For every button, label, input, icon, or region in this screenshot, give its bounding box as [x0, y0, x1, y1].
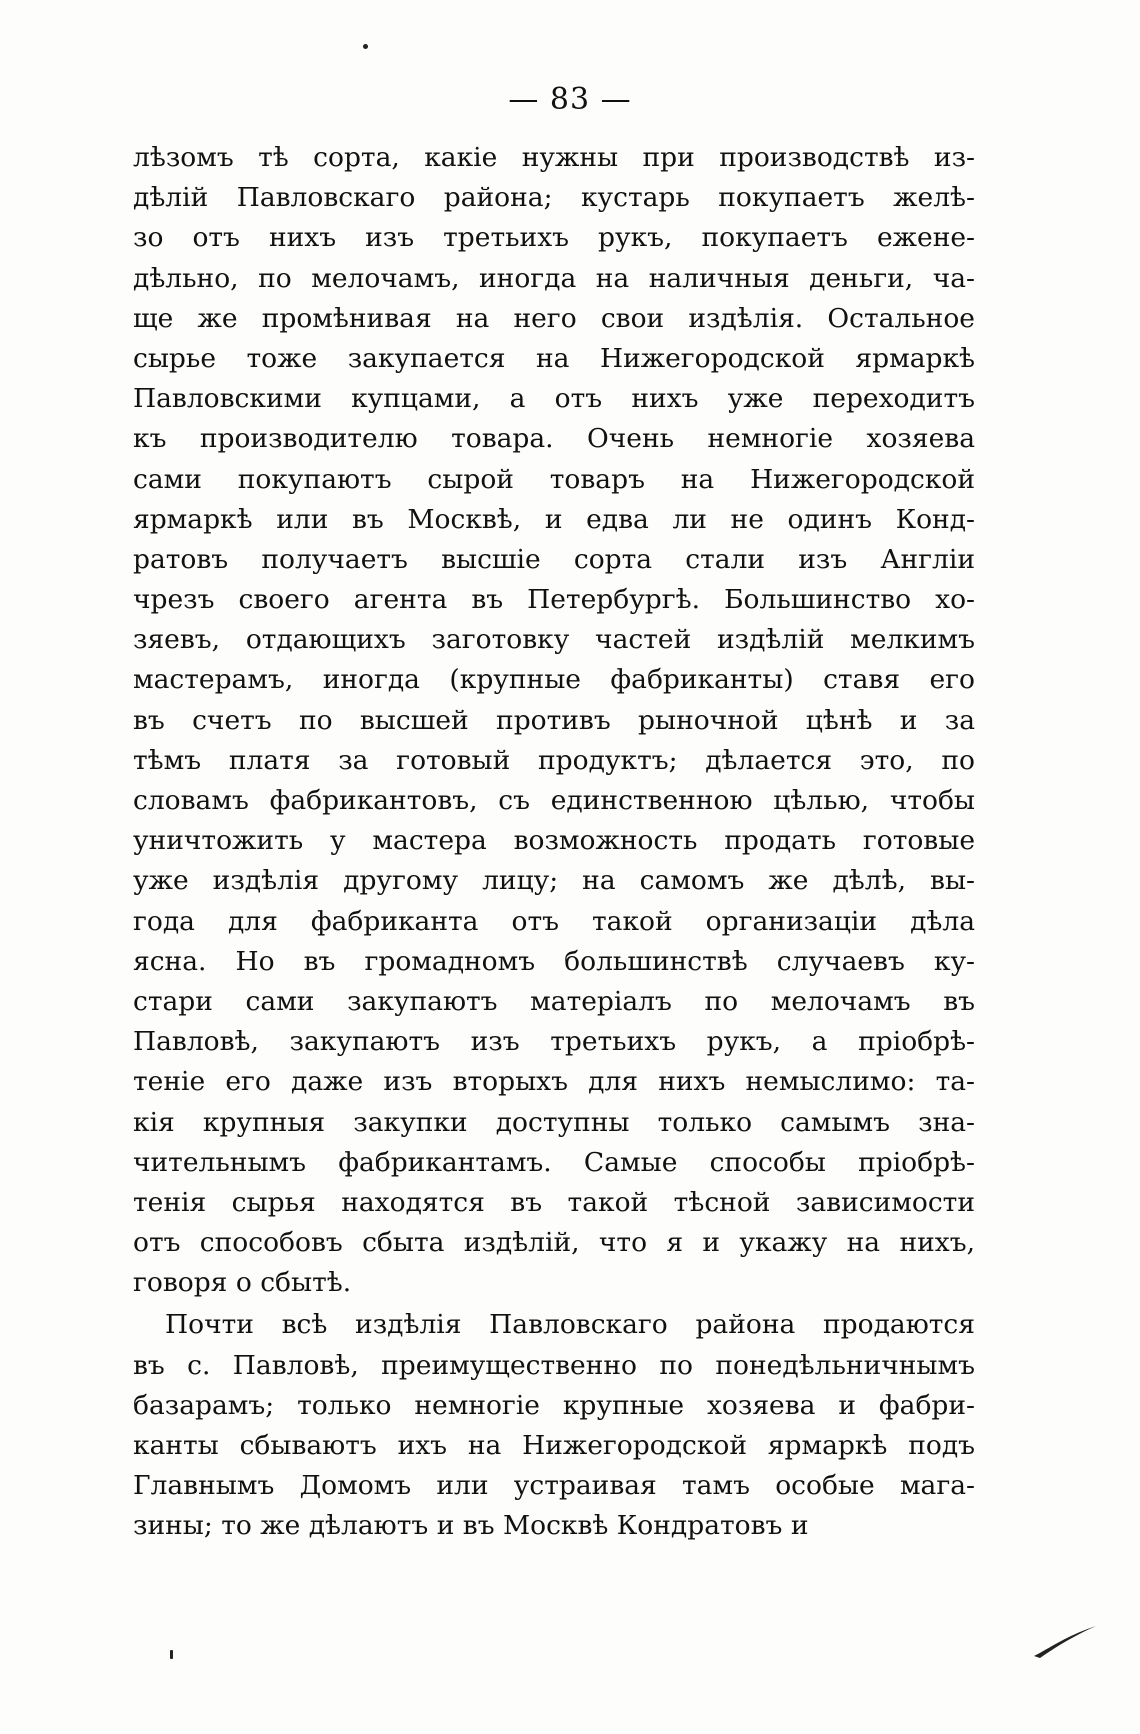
text-line: въ счетъ по высшей противъ рыночной цѣнѣ и за: [133, 704, 975, 736]
scan-speck: [363, 44, 368, 49]
text-line: тѣмъ платя за готовый продуктъ; дѣлается это, по: [133, 744, 975, 776]
paragraph-1: [133, 138, 975, 1303]
text-line: уничтожить у мастера возможность продать готовые: [133, 825, 975, 857]
text-line: кія крупныя закупки доступны только самымъ зна-: [133, 1106, 975, 1138]
pen-stroke-mark: [1030, 1622, 1100, 1662]
text-line: стари сами закупаютъ матеріалъ по мелочамъ въ: [133, 985, 975, 1017]
text-line: въ с. Павловѣ, преимущественно по понедѣльничнымъ: [133, 1349, 975, 1381]
text-line: канты сбываютъ ихъ на Нижегородской ярмаркѣ подъ: [133, 1430, 975, 1461]
text-line: зяевъ, отдающихъ заготовку частей издѣлій мелкимъ: [133, 624, 975, 656]
text-line: теніе его даже изъ вторыхъ для нихъ немыслимо: та-: [133, 1066, 975, 1098]
text-line: дѣлій Павловскаго района; кустарь покупаетъ желѣ-: [133, 182, 975, 214]
text-line: лѣзомъ тѣ сорта, какіе нужны при производствѣ из-: [133, 142, 975, 173]
text-line: ще же промѣнивая на него свои издѣлія. Остальное: [133, 302, 975, 334]
text-line: ярмаркѣ или въ Москвѣ, и едва ли не одинъ Конд-: [133, 503, 975, 535]
text-line: сырье тоже закупается на Нижегородской ярмаркѣ: [133, 342, 975, 374]
text-line: Главнымъ Домомъ или устраивая тамъ особые мага-: [133, 1470, 975, 1502]
text-line: дѣльно, по мелочамъ, иногда на наличныя деньги, ча-: [133, 262, 975, 294]
text-line: словамъ фабрикантовъ, съ единственною цѣлью, чтобы: [133, 785, 975, 816]
text-line: тенія сырья находятся въ такой тѣсной зависимости: [133, 1186, 975, 1218]
text-line: ясна. Но въ громадномъ большинствѣ случаевъ ку-: [133, 945, 975, 977]
text-line: чрезъ своего агента въ Петербургѣ. Большинство хо-: [133, 584, 975, 616]
text-line: Почти всѣ издѣлія Павловскаго района продаются: [165, 1309, 975, 1341]
page-number: — 83 —: [508, 82, 632, 117]
text-line: чительнымъ фабрикантамъ. Самые способы пріобрѣ-: [133, 1146, 975, 1178]
text-line: года для фабриканта отъ такой организаціи дѣла: [133, 905, 975, 937]
body-text: [133, 138, 975, 1547]
text-line: базарамъ; только немногіе крупные хозяева и фабри-: [133, 1389, 975, 1421]
text-line: говоря о сбытѣ.: [133, 1267, 352, 1299]
text-line: ратовъ получаетъ высшіе сорта стали изъ Англіи: [133, 543, 975, 575]
text-line: уже издѣлія другому лицу; на самомъ же дѣлѣ, вы-: [133, 865, 975, 897]
text-line: отъ способовъ сбыта издѣлій, что я и укажу на нихъ,: [133, 1227, 975, 1259]
paragraph-2: [133, 1305, 975, 1546]
text-line: сами покупаютъ сырой товаръ на Нижегородской: [133, 463, 975, 495]
text-line: Павловскими купцами, а отъ нихъ уже переходитъ: [133, 383, 975, 415]
text-line: Павловѣ, закупаютъ изъ третьихъ рукъ, а пріобрѣ-: [133, 1026, 975, 1058]
text-line: зо отъ нихъ изъ третьихъ рукъ, покупаетъ еженe-: [133, 222, 975, 254]
text-line: мастерамъ, иногда (крупные фабриканты) ставя его: [133, 664, 975, 696]
text-line: зины; то же дѣлаютъ и въ Москвѣ Кондратовъ и: [133, 1510, 809, 1542]
scan-speck: [170, 1650, 173, 1659]
text-line: къ производителю товара. Очень немногіе хозяева: [133, 423, 975, 455]
